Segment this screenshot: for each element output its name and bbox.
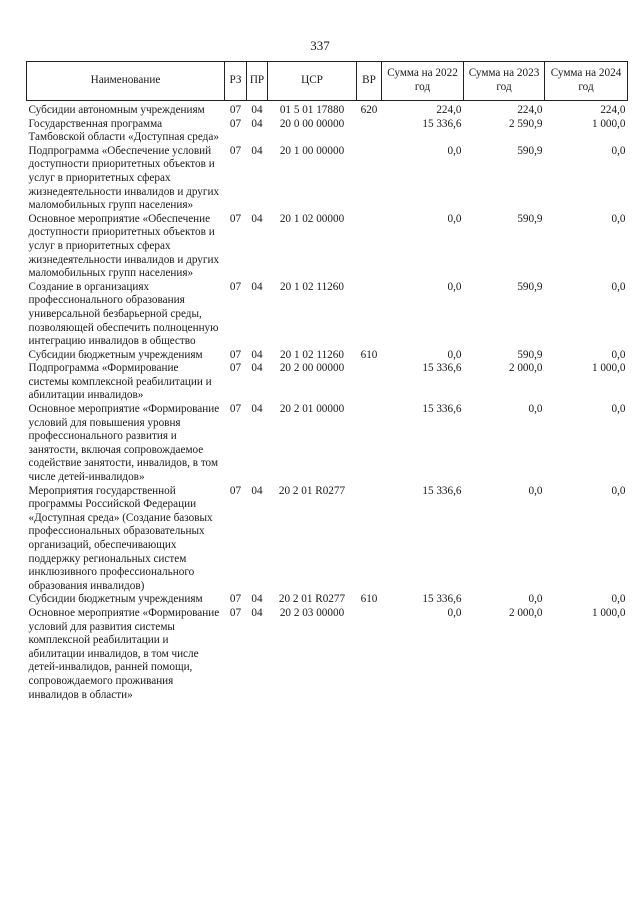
row-sum-2024: 1 000,0 bbox=[591, 606, 626, 619]
row-sum-2024: 0,0 bbox=[611, 593, 626, 606]
row-vr bbox=[357, 607, 382, 702]
row-sum-2024: 0,0 bbox=[611, 144, 626, 157]
budget-table bbox=[26, 61, 628, 702]
row-csr: 20 2 00 00000 bbox=[279, 362, 345, 375]
row-csr: 20 1 02 11260 bbox=[280, 348, 344, 361]
row-rz: 07 bbox=[229, 144, 242, 157]
header-pr: ПР bbox=[247, 62, 268, 101]
row-rz: 07 bbox=[229, 593, 242, 606]
row-name: Основное мероприятие «Формирование условий для развития системы комплексной реабилитации и абилитации инвалидов, в том числе детей-инвалидов, ранней помощи, сопровождаемого проживания инвалидов в области» bbox=[28, 606, 220, 701]
row-sum-2022: 0,0 bbox=[447, 606, 462, 619]
row-sum-2024: 0,0 bbox=[611, 348, 626, 361]
row-sum-2022: 15 336,6 bbox=[422, 403, 462, 416]
table-row bbox=[27, 118, 628, 145]
row-rz: 07 bbox=[229, 280, 242, 293]
table-row bbox=[27, 485, 628, 594]
header-sum-2023: Сумма на 2023 год bbox=[464, 62, 545, 101]
row-sum-2022: 0,0 bbox=[447, 144, 462, 157]
row-vr: 620 bbox=[360, 104, 378, 116]
row-sum-2023: 590,9 bbox=[517, 280, 543, 293]
row-sum-2023: 224,0 bbox=[517, 104, 543, 116]
row-sum-2022: 15 336,6 bbox=[422, 362, 462, 375]
row-sum-2023: 590,9 bbox=[517, 348, 543, 361]
row-rz: 07 bbox=[229, 117, 242, 130]
row-csr: 20 0 00 00000 bbox=[279, 117, 345, 130]
row-sum-2022: 0,0 bbox=[447, 348, 462, 361]
row-csr: 20 2 01 R0277 bbox=[278, 593, 346, 606]
row-vr bbox=[357, 118, 382, 145]
row-vr bbox=[357, 362, 382, 403]
row-name: Основное мероприятие «Обеспечение доступности приоритетных объектов и услуг в приоритетных сферах жизнедеятельности инвалидов и других маломобильных групп населения» bbox=[28, 212, 220, 280]
header-vr: ВР bbox=[357, 62, 382, 101]
row-rz: 07 bbox=[229, 104, 242, 116]
row-pr: 04 bbox=[251, 144, 263, 157]
row-csr: 20 1 02 11260 bbox=[280, 280, 344, 293]
header-name: Наименование bbox=[27, 62, 225, 101]
table-row bbox=[27, 403, 628, 485]
row-sum-2023: 2 590,9 bbox=[508, 117, 543, 130]
row-pr: 04 bbox=[251, 593, 263, 606]
row-csr: 20 2 01 00000 bbox=[279, 403, 345, 416]
row-sum-2024: 1 000,0 bbox=[591, 362, 626, 375]
row-csr: 20 2 01 R0277 bbox=[278, 484, 346, 497]
row-pr: 04 bbox=[251, 117, 263, 130]
table-row bbox=[27, 213, 628, 281]
row-csr: 20 1 00 00000 bbox=[279, 144, 345, 157]
row-rz: 07 bbox=[229, 606, 242, 619]
row-sum-2023: 2 000,0 bbox=[508, 362, 543, 375]
row-sum-2024: 0,0 bbox=[611, 212, 626, 225]
table-row bbox=[27, 349, 628, 363]
row-vr bbox=[357, 403, 382, 485]
row-csr: 20 1 02 00000 bbox=[279, 212, 345, 225]
row-name: Субсидии автономным учреждениям bbox=[28, 104, 205, 116]
table-row bbox=[27, 281, 628, 349]
row-sum-2023: 590,9 bbox=[517, 144, 543, 157]
header-rz: РЗ bbox=[225, 62, 247, 101]
table-header-row bbox=[27, 62, 628, 101]
row-pr: 04 bbox=[251, 484, 263, 497]
row-name: Государственная программа Тамбовской области «Доступная среда» bbox=[28, 117, 219, 144]
row-sum-2024: 0,0 bbox=[611, 280, 626, 293]
row-name: Мероприятия государственной программы Российской Федерации «Доступная среда» (Создание базовых профессиональных образовательных организаций, обеспечивающих поддержку региональных систем инклюзивного профессионального образования инвалидов) bbox=[28, 484, 213, 592]
header-sum-2022: Сумма на 2022 год bbox=[382, 62, 464, 101]
row-vr: 610 bbox=[360, 593, 378, 606]
row-name: Подпрограмма «Формирование системы комплексной реабилитации и абилитации инвалидов» bbox=[28, 362, 212, 402]
row-sum-2023: 590,9 bbox=[517, 212, 543, 225]
row-pr: 04 bbox=[251, 104, 263, 116]
row-csr: 01 5 01 17880 bbox=[279, 104, 345, 116]
row-sum-2022: 15 336,6 bbox=[422, 117, 462, 130]
row-vr bbox=[357, 145, 382, 213]
row-pr: 04 bbox=[251, 348, 263, 361]
row-sum-2022: 0,0 bbox=[447, 280, 462, 293]
row-vr bbox=[357, 485, 382, 594]
row-sum-2023: 2 000,0 bbox=[508, 606, 543, 619]
row-pr: 04 bbox=[251, 362, 263, 375]
table-row bbox=[27, 145, 628, 213]
header-csr: ЦСР bbox=[268, 62, 357, 101]
row-vr bbox=[357, 213, 382, 281]
row-sum-2023: 0,0 bbox=[528, 593, 543, 606]
row-sum-2022: 0,0 bbox=[447, 212, 462, 225]
row-csr: 20 2 03 00000 bbox=[279, 606, 345, 619]
row-vr bbox=[357, 281, 382, 349]
row-rz: 07 bbox=[229, 403, 242, 416]
row-name: Субсидии бюджетным учреждениям bbox=[28, 348, 203, 361]
row-sum-2022: 15 336,6 bbox=[422, 484, 462, 497]
row-pr: 04 bbox=[251, 606, 263, 619]
table-row bbox=[27, 362, 628, 403]
row-name: Субсидии бюджетным учреждениям bbox=[28, 593, 203, 606]
row-sum-2024: 224,0 bbox=[600, 104, 626, 116]
row-rz: 07 bbox=[229, 362, 242, 375]
row-sum-2022: 224,0 bbox=[436, 104, 462, 116]
row-sum-2023: 0,0 bbox=[528, 403, 543, 416]
row-pr: 04 bbox=[251, 212, 263, 225]
header-sum-2024: Сумма на 2024 год bbox=[545, 62, 628, 101]
row-sum-2024: 1 000,0 bbox=[591, 117, 626, 130]
row-pr: 04 bbox=[251, 280, 263, 293]
table-row bbox=[27, 607, 628, 702]
row-pr: 04 bbox=[251, 403, 263, 416]
row-rz: 07 bbox=[229, 212, 242, 225]
row-name: Подпрограмма «Обеспечение условий доступности приоритетных объектов и услуг в приоритетных сферах жизнедеятельности инвалидов и других маломобильных групп населения» bbox=[28, 144, 220, 212]
row-rz: 07 bbox=[229, 348, 242, 361]
row-rz: 07 bbox=[229, 484, 242, 497]
row-sum-2022: 15 336,6 bbox=[422, 593, 462, 606]
table-row bbox=[27, 593, 628, 607]
row-vr: 610 bbox=[360, 348, 378, 361]
row-name: Создание в организациях профессионального образования универсальной безбарьерной среды, позволяющей обеспечить полноценную интеграцию инвалидов в общество bbox=[28, 280, 219, 348]
row-sum-2023: 0,0 bbox=[528, 484, 543, 497]
row-name: Основное мероприятие «Формирование условий для повышения уровня профессионального развития и занятости, включая сопровождаемое содействие занятости, инвалидов, в том числе детей-инвалидов» bbox=[28, 403, 220, 484]
page-number: 337 bbox=[310, 38, 330, 53]
table-row bbox=[27, 101, 628, 118]
row-sum-2024: 0,0 bbox=[611, 484, 626, 497]
row-sum-2024: 0,0 bbox=[611, 403, 626, 416]
